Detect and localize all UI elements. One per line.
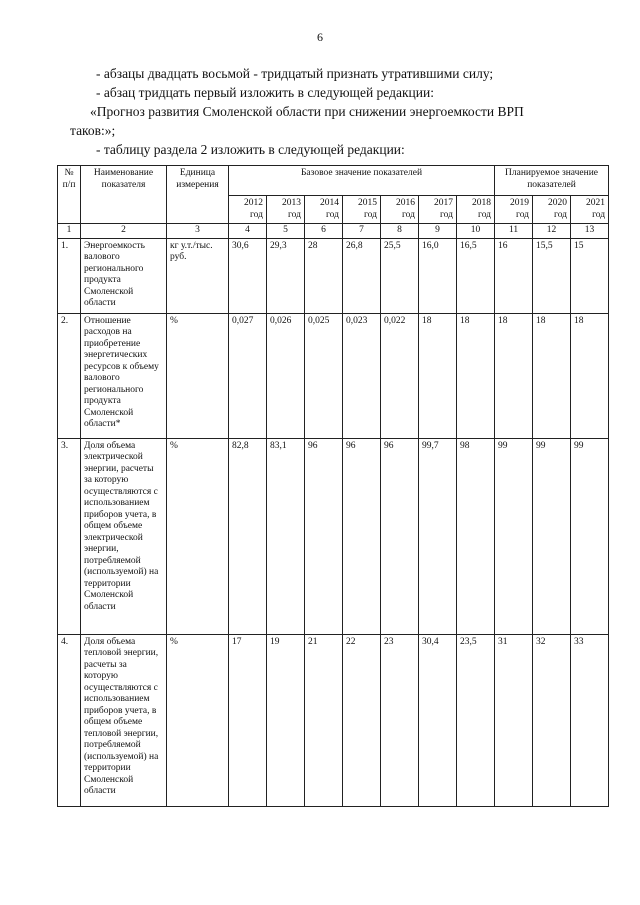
row-value: 15,5 [533,238,571,313]
row-value: 18 [419,313,457,438]
row-unit: % [167,438,229,634]
paragraph-1: - абзацы двадцать восьмой - тридцатый признать утратившими силу; [96,66,494,81]
row-unit: кг у.т./тыс. руб. [167,238,229,313]
column-number: 11 [495,224,533,239]
row-name: Энергоемкость валового регионального продукта Смоленской области [81,238,167,313]
row-value: 21 [305,634,343,806]
row-num: 2. [58,313,81,438]
row-value: 18 [495,313,533,438]
indicators-table [57,165,609,807]
column-number: 9 [419,224,457,239]
row-value: 15 [571,238,609,313]
row-value: 99 [571,438,609,634]
row-name: Доля объема электрической энергии, расчеты за которую осуществляются с использованием приборов учета, в общем объеме электрической энергии, потребляемой (используемой) на территории Смоленской области [81,438,167,634]
row-name: Доля объема тепловой энергии, расчеты за которую осуществляются с использованием приборов учета, в общем объеме тепловой энергии, потребляемой (используемой) на территории Смоленской области [81,634,167,806]
column-number: 1 [58,224,81,239]
row-value: 0,026 [267,313,305,438]
column-number: 5 [267,224,305,239]
row-value: 33 [571,634,609,806]
header-year: 2014 год [305,196,343,224]
table-row [58,634,609,806]
header-base: Базовое значение показателей [229,166,495,196]
row-value: 16 [495,238,533,313]
column-number: 12 [533,224,571,239]
header-name: Наименование показателя [81,166,167,224]
row-value: 96 [305,438,343,634]
row-value: 99 [495,438,533,634]
row-value: 32 [533,634,571,806]
row-value: 28 [305,238,343,313]
header-year: 2021 год [571,196,609,224]
row-value: 96 [343,438,381,634]
row-value: 23,5 [457,634,495,806]
row-value: 0,027 [229,313,267,438]
row-value: 82,8 [229,438,267,634]
table-row [58,238,609,313]
paragraph-2: - абзац тридцать первый изложить в следующей редакции: [96,85,434,100]
column-number: 4 [229,224,267,239]
header-year: 2016 год [381,196,419,224]
header-year: 2013 год [267,196,305,224]
column-number: 2 [81,224,167,239]
column-numbers-row [58,224,609,239]
row-num: 1. [58,238,81,313]
row-value: 19 [267,634,305,806]
row-value: 17 [229,634,267,806]
row-value: 23 [381,634,419,806]
page-number: 6 [317,30,323,44]
table-row [58,438,609,634]
row-value: 18 [533,313,571,438]
row-value: 30,6 [229,238,267,313]
header-year: 2020 год [533,196,571,224]
row-value: 0,022 [381,313,419,438]
header-num: № п/п [58,166,81,224]
header-year: 2012 год [229,196,267,224]
row-unit: % [167,634,229,806]
row-value: 18 [571,313,609,438]
amendment-text [70,64,610,159]
header-planned: Планируемое значение показателей [495,166,609,196]
row-value: 16,0 [419,238,457,313]
header-year: 2015 год [343,196,381,224]
row-value: 26,8 [343,238,381,313]
row-value: 30,4 [419,634,457,806]
row-value: 29,3 [267,238,305,313]
column-number: 3 [167,224,229,239]
row-value: 18 [457,313,495,438]
column-number: 8 [381,224,419,239]
row-value: 83,1 [267,438,305,634]
row-value: 99,7 [419,438,457,634]
header-year: 2019 год [495,196,533,224]
column-number: 6 [305,224,343,239]
table-row [58,313,609,438]
row-value: 16,5 [457,238,495,313]
paragraph-3: «Прогноз развития Смоленской области при снижении энергоемкости ВРП [90,104,524,119]
row-value: 0,023 [343,313,381,438]
row-value: 31 [495,634,533,806]
row-unit: % [167,313,229,438]
row-num: 3. [58,438,81,634]
row-value: 96 [381,438,419,634]
row-value: 99 [533,438,571,634]
header-unit: Единица измерения [167,166,229,224]
row-value: 25,5 [381,238,419,313]
column-number: 7 [343,224,381,239]
header-year: 2017 год [419,196,457,224]
row-num: 4. [58,634,81,806]
column-number: 13 [571,224,609,239]
paragraph-4: - таблицу раздела 2 изложить в следующей редакции: [96,142,405,157]
row-value: 0,025 [305,313,343,438]
paragraph-3-continued: таков:»; [70,123,116,138]
header-year: 2018 год [457,196,495,224]
row-name: Отношение расходов на приобретение энергетических ресурсов к объему валового регионального продукта Смоленской области* [81,313,167,438]
row-value: 98 [457,438,495,634]
row-value: 22 [343,634,381,806]
column-number: 10 [457,224,495,239]
